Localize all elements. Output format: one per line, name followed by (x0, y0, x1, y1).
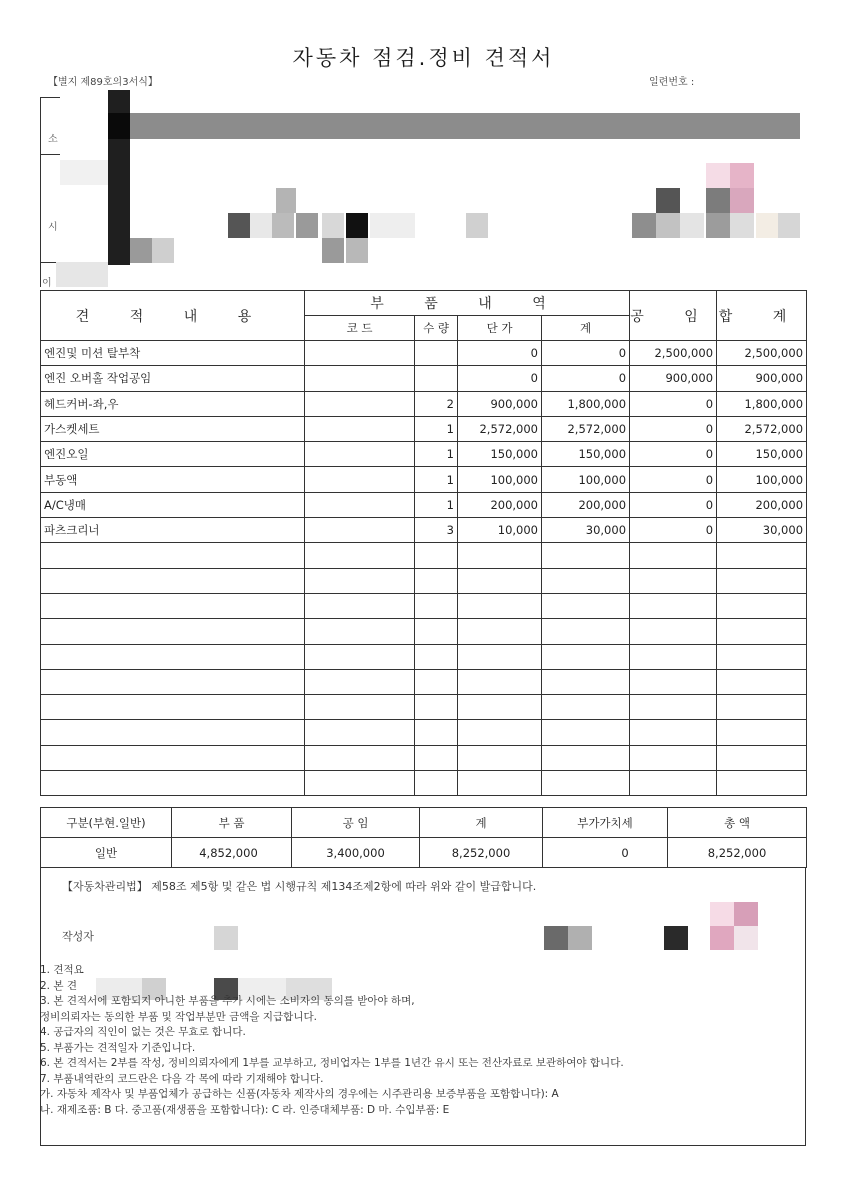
cell-empty (630, 543, 717, 568)
cell-total: 900,000 (717, 366, 807, 391)
info-label-so: 소 (48, 134, 58, 145)
redaction-pixel (730, 163, 754, 188)
redaction-pixel (656, 213, 680, 238)
summary-header-total: 총 액 (668, 808, 807, 838)
cell-empty (41, 669, 305, 694)
cell-price: 0 (458, 366, 542, 391)
cell-amount: 2,572,000 (542, 416, 630, 441)
redaction-pixel (322, 238, 344, 263)
cell-amount: 0 (542, 341, 630, 366)
redaction-pixel (730, 188, 754, 213)
cell-empty (458, 619, 542, 644)
cell-code (305, 467, 415, 492)
redaction-pixel (272, 213, 294, 238)
redaction-pixel (778, 213, 800, 238)
redaction-pixel (250, 213, 272, 238)
table-row-empty (41, 644, 807, 669)
redaction-pixel (108, 113, 130, 139)
header-labor: 공 임 (630, 291, 717, 341)
cell-empty (41, 745, 305, 770)
note-line: 1. 견적요 (40, 964, 84, 976)
cell-desc: 엔진및 미션 탈부착 (41, 341, 305, 366)
summary-header-labor: 공 임 (292, 808, 420, 838)
cell-empty (415, 543, 458, 568)
cell-labor: 0 (630, 518, 717, 543)
cell-empty (305, 669, 415, 694)
cell-empty (458, 644, 542, 669)
redaction-pixel (56, 262, 108, 287)
cell-empty (542, 720, 630, 745)
cell-empty (542, 644, 630, 669)
cell-empty (630, 771, 717, 796)
table-row-empty (41, 695, 807, 720)
redaction-pixel (656, 188, 680, 213)
cell-empty (305, 568, 415, 593)
info-tick-2 (40, 154, 60, 155)
author-label: 작성자 (62, 930, 94, 943)
redaction-pixel (346, 213, 368, 238)
redaction-pixel (706, 213, 730, 238)
note-line: 7. 부품내역란의 코드란은 다음 각 목에 따라 기재해야 합니다. (40, 1072, 324, 1085)
cell-empty (630, 745, 717, 770)
document-title: 자동차 점검.정비 견적서 (292, 46, 555, 70)
cell-empty (415, 720, 458, 745)
cell-labor: 2,500,000 (630, 341, 717, 366)
cell-empty (717, 695, 807, 720)
cell-empty (458, 745, 542, 770)
cell-empty (630, 644, 717, 669)
serial-number-label: 일련번호 : (649, 77, 695, 88)
cell-labor: 0 (630, 442, 717, 467)
cell-empty (717, 745, 807, 770)
redaction-pixel (730, 213, 754, 238)
summary-category: 일반 (41, 838, 172, 868)
note-line: 3. 본 견적서에 포함되지 아니한 부품을 추가 시에는 소비자의 동의를 받아야 하며, (40, 995, 415, 1007)
redaction-pixel (568, 926, 592, 950)
cell-empty (542, 568, 630, 593)
cell-empty (41, 644, 305, 669)
cell-empty (458, 771, 542, 796)
cell-empty (630, 720, 717, 745)
cell-labor: 0 (630, 391, 717, 416)
legal-statement: 【자동차관리법】 제58조 제5항 및 같은 법 시행규칙 제134조제2항에 따라 위와 같이 발급합니다. (62, 880, 537, 893)
estimate-table (40, 290, 807, 796)
header-parts-detail: 부 품 내 역 (305, 291, 630, 316)
cell-qty: 2 (415, 391, 458, 416)
cell-empty (41, 619, 305, 644)
cell-empty (41, 771, 305, 796)
cell-code (305, 518, 415, 543)
cell-empty (41, 695, 305, 720)
redaction-pixel (466, 213, 488, 238)
cell-code (305, 366, 415, 391)
redaction-pixel (680, 213, 704, 238)
cell-empty (542, 771, 630, 796)
cell-empty (717, 568, 807, 593)
table-row-empty (41, 720, 807, 745)
cell-empty (717, 771, 807, 796)
cell-empty (630, 619, 717, 644)
header-code: 코 드 (305, 316, 415, 341)
info-label-i: 이 (42, 278, 52, 289)
cell-code (305, 442, 415, 467)
cell-empty (630, 695, 717, 720)
cell-total: 2,572,000 (717, 416, 807, 441)
cell-empty (630, 669, 717, 694)
table-row-empty (41, 669, 807, 694)
cell-amount: 100,000 (542, 467, 630, 492)
cell-qty: 3 (415, 518, 458, 543)
table-row (41, 442, 807, 467)
summary-header-category: 구분(부현.일반) (41, 808, 172, 838)
cell-price: 0 (458, 341, 542, 366)
cell-amount: 1,800,000 (542, 391, 630, 416)
table-row (41, 341, 807, 366)
redaction-pixel (60, 160, 108, 185)
cell-empty (717, 644, 807, 669)
form-number: 【별지 제89호의3서식】 (48, 77, 158, 88)
cell-empty (458, 695, 542, 720)
redaction-pixel (706, 188, 730, 213)
table-row-empty (41, 619, 807, 644)
cell-empty (542, 593, 630, 618)
cell-amount: 200,000 (542, 492, 630, 517)
cell-total: 2,500,000 (717, 341, 807, 366)
cell-empty (305, 593, 415, 618)
cell-desc: 가스켓세트 (41, 416, 305, 441)
cell-empty (542, 543, 630, 568)
cell-code (305, 416, 415, 441)
cell-empty (305, 745, 415, 770)
redaction-horizontal-bar (130, 113, 800, 139)
cell-empty (305, 720, 415, 745)
table-row (41, 492, 807, 517)
table-row (41, 391, 807, 416)
cell-empty (305, 644, 415, 669)
info-label-si: 시 (48, 222, 58, 233)
cell-total: 30,000 (717, 518, 807, 543)
table-row-empty (41, 543, 807, 568)
cell-price: 900,000 (458, 391, 542, 416)
cell-empty (305, 771, 415, 796)
cell-empty (458, 720, 542, 745)
redaction-pixel (756, 213, 778, 238)
redaction-pixel (214, 926, 238, 950)
cell-labor: 900,000 (630, 366, 717, 391)
cell-price: 200,000 (458, 492, 542, 517)
summary-vat: 0 (543, 838, 668, 868)
cell-total: 1,800,000 (717, 391, 807, 416)
cell-empty (542, 695, 630, 720)
redaction-pixel (710, 926, 734, 950)
redaction-pixel (152, 238, 174, 263)
cell-empty (415, 669, 458, 694)
cell-empty (415, 745, 458, 770)
cell-qty: 1 (415, 492, 458, 517)
note-line: 가. 자동차 제작사 및 부품업체가 공급하는 신품(자동차 제작사의 경우에는 시주관리용 보증부품을 포함합니다): A (40, 1088, 559, 1100)
cell-code (305, 492, 415, 517)
redaction-pixel (370, 213, 415, 238)
header-amount: 계 (542, 316, 630, 341)
cell-empty (717, 619, 807, 644)
table-row-empty (41, 568, 807, 593)
cell-empty (717, 593, 807, 618)
header-total: 합 계 (717, 291, 807, 341)
summary-total: 8,252,000 (668, 838, 807, 868)
summary-parts: 4,852,000 (172, 838, 292, 868)
cell-empty (41, 543, 305, 568)
cell-price: 150,000 (458, 442, 542, 467)
cell-empty (717, 543, 807, 568)
cell-empty (415, 644, 458, 669)
summary-table (40, 807, 807, 868)
note-line: 2. 본 견 (40, 979, 77, 992)
table-row-empty (41, 745, 807, 770)
cell-total: 100,000 (717, 467, 807, 492)
table-row (41, 467, 807, 492)
cell-desc: 부동액 (41, 467, 305, 492)
cell-empty (630, 593, 717, 618)
cell-empty (415, 619, 458, 644)
cell-qty (415, 341, 458, 366)
header-qty: 수 량 (415, 316, 458, 341)
redaction-pixel (276, 188, 296, 213)
cell-empty (458, 568, 542, 593)
summary-sum: 8,252,000 (420, 838, 543, 868)
cell-desc: 헤드커버-좌,우 (41, 391, 305, 416)
redaction-pixel (734, 926, 758, 950)
cell-desc: 엔진오일 (41, 442, 305, 467)
estimate-table-body (41, 341, 807, 796)
note-line: 정비의뢰자는 동의한 부품 및 작업부분만 금액을 지급합니다. (40, 1010, 317, 1023)
summary-header-sum: 계 (420, 808, 543, 838)
cell-empty (458, 669, 542, 694)
notes-list (40, 963, 624, 1118)
cell-empty (458, 543, 542, 568)
summary-header-vat: 부가가치세 (543, 808, 668, 838)
cell-amount: 0 (542, 366, 630, 391)
cell-empty (458, 593, 542, 618)
cell-labor: 0 (630, 492, 717, 517)
cell-empty (41, 720, 305, 745)
cell-empty (305, 543, 415, 568)
cell-empty (717, 669, 807, 694)
cell-desc: 엔진 오버홀 작업공임 (41, 366, 305, 391)
table-row-empty (41, 593, 807, 618)
note-line: 6. 본 견적서는 2부를 작성, 정비의뢰자에게 1부를 교부하고, 정비업자는 1부를 1년간 유시 또는 전산자료로 보관하여야 합니다. (40, 1057, 624, 1069)
cell-labor: 0 (630, 416, 717, 441)
cell-empty (415, 568, 458, 593)
cell-empty (305, 619, 415, 644)
cell-qty: 1 (415, 467, 458, 492)
redaction-pixel (228, 213, 250, 238)
cell-empty (415, 771, 458, 796)
cell-price: 10,000 (458, 518, 542, 543)
redaction-pixel (734, 902, 758, 926)
table-row (41, 416, 807, 441)
cell-empty (717, 720, 807, 745)
cell-empty (630, 568, 717, 593)
note-line: 5. 부품가는 견적일자 기준입니다. (40, 1041, 196, 1054)
redaction-pixel (130, 238, 152, 263)
summary-labor: 3,400,000 (292, 838, 420, 868)
cell-price: 2,572,000 (458, 416, 542, 441)
summary-header-parts: 부 품 (172, 808, 292, 838)
table-row (41, 518, 807, 543)
cell-empty (415, 593, 458, 618)
cell-empty (41, 568, 305, 593)
cell-empty (305, 695, 415, 720)
header-estimate-content: 견 적 내 용 (41, 291, 305, 341)
note-line: 4. 공급자의 직인이 없는 것은 무효로 합니다. (40, 1026, 246, 1038)
cell-price: 100,000 (458, 467, 542, 492)
cell-code (305, 391, 415, 416)
redaction-pixel (322, 213, 344, 238)
cell-empty (542, 669, 630, 694)
note-line: 나. 재제조품: B 다. 중고품(재생품을 포함합니다): C 라. 인증대체부품: D 마. 수입부품: E (40, 1103, 450, 1116)
header-unit-price: 단 가 (458, 316, 542, 341)
cell-desc: A/C냉매 (41, 492, 305, 517)
cell-empty (542, 619, 630, 644)
cell-total: 150,000 (717, 442, 807, 467)
redaction-pixel (710, 902, 734, 926)
redaction-pixel (544, 926, 568, 950)
cell-qty (415, 366, 458, 391)
info-tick-1 (40, 97, 60, 98)
cell-total: 200,000 (717, 492, 807, 517)
cell-labor: 0 (630, 467, 717, 492)
cell-qty: 1 (415, 416, 458, 441)
cell-empty (542, 745, 630, 770)
redaction-pixel (632, 213, 656, 238)
cell-empty (41, 593, 305, 618)
cell-qty: 1 (415, 442, 458, 467)
info-left-border (40, 97, 41, 287)
redaction-pixel (296, 213, 318, 238)
cell-amount: 30,000 (542, 518, 630, 543)
cell-empty (415, 695, 458, 720)
cell-desc: 파츠크리너 (41, 518, 305, 543)
redaction-pixel (664, 926, 688, 950)
redaction-pixel (346, 238, 368, 263)
table-row (41, 366, 807, 391)
redaction-pixel (706, 163, 730, 188)
cell-code (305, 341, 415, 366)
table-row-empty (41, 771, 807, 796)
cell-amount: 150,000 (542, 442, 630, 467)
